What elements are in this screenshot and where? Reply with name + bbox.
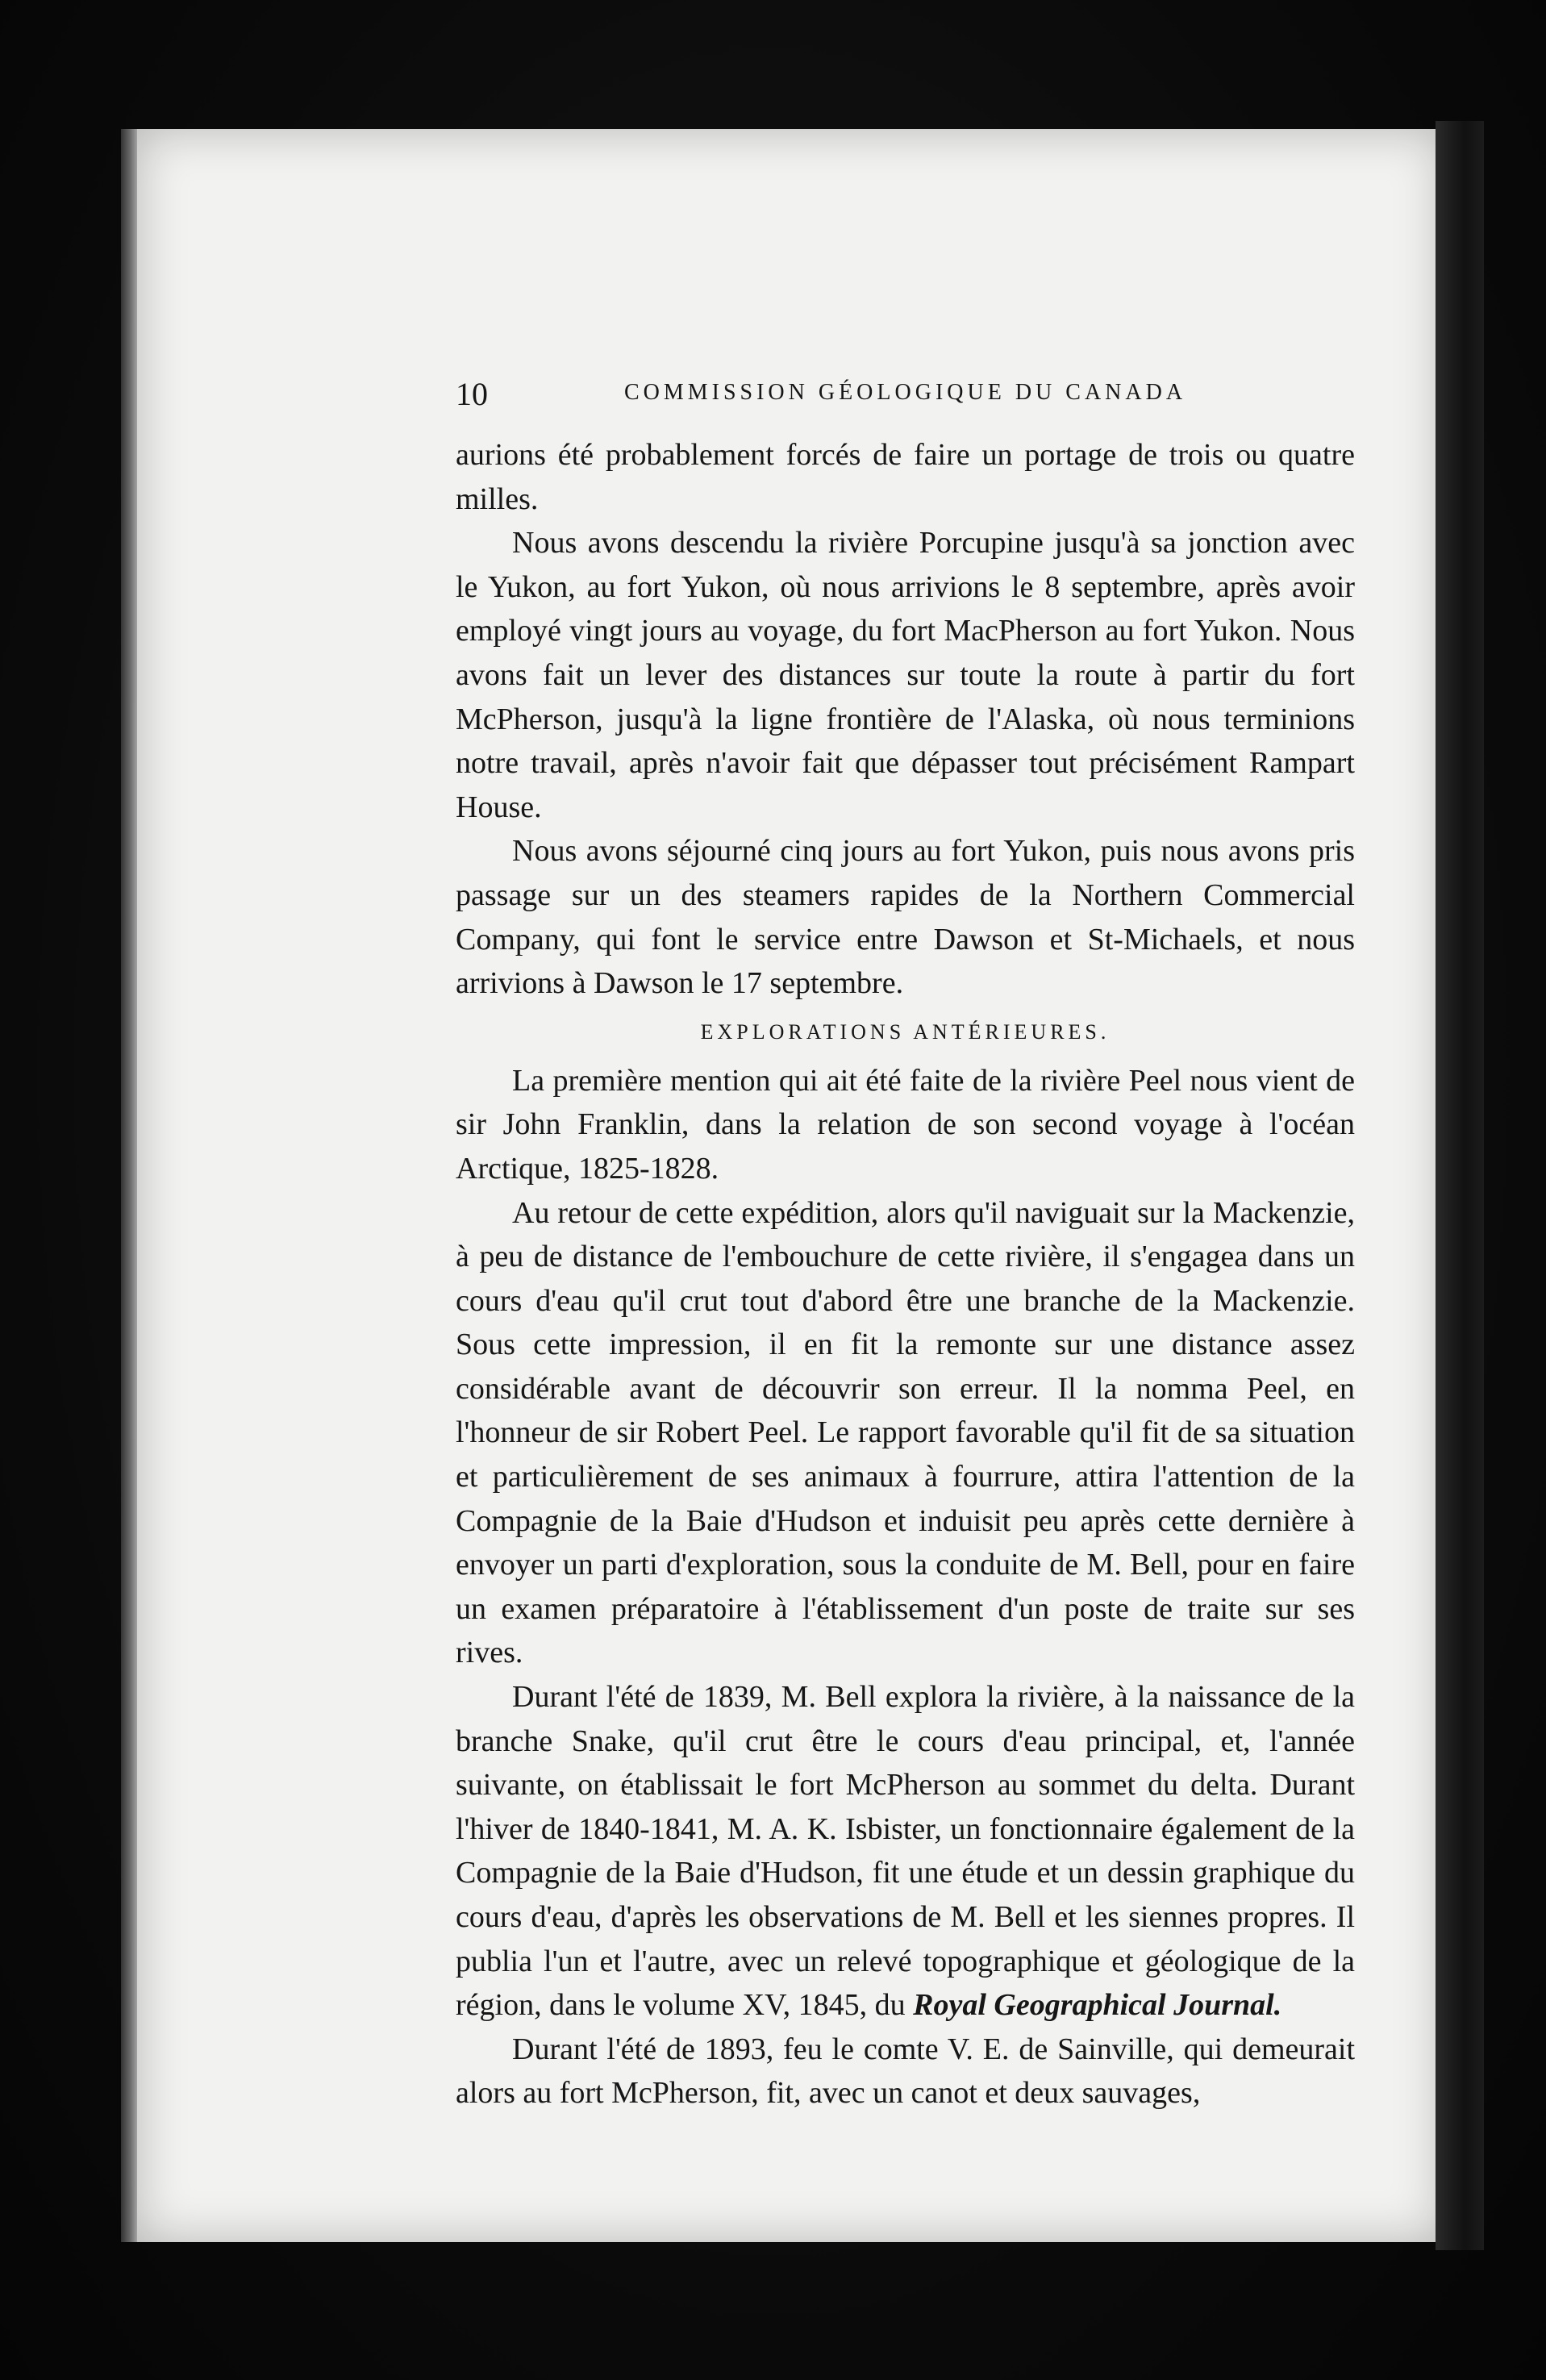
paragraph-bell-1839 [456,1675,1355,2028]
paragraph-bell-1839-text: Durant l'été de 1839, M. Bell explora la rivière, à la naissance de la branche Snake, qu'il crut être le cours d'eau principal, et, l'année suivante, on établissait le fort McPherson au sommet du delta. Durant l'hiver de 1840-1841, M. A. K. Isbister, un fonctionnaire également de la Compagnie de la Baie d'Hudson, fit une étude et un dessin graphique du cours d'eau, d'après les observations de M. Bell et les siennes propres. Il publia l'un et l'autre, avec un relevé topographique et géologique de la région, dans le volume XV, 1845, du [456,1680,1355,2023]
page-number: 10 [456,376,488,412]
page-text-block [456,375,1355,2115]
paragraph-first-mention: La première mention qui ait été faite de la rivière Peel nous vient de sir John Franklin, dans la relation de son second voyage à l'océan Arctique, 1825-1828. [456,1063,1355,1186]
paragraph-expedition-return: Au retour de cette expédition, alors qu'il naviguait sur la Mackenzie, à peu de distance de l'embouchure de cette rivière, il s'engagea dans un cours d'eau qu'il crut tout d'abord être une branche de la Mackenzie. Sous cette impression, il en fit la remonte sur une distance assez considérable avant de découvrir son erreur. Il la nomma Peel, en l'honneur de sir Robert Peel. Le rapport favorable qu'il fit de sa situation et particulièrement de ses animaux à fourrure, attira l'attention de la Compagnie de la Baie d'Hudson et induisit peu après cette dernière à envoyer un parti d'exploration, sous la conduite de M. Bell, pour en faire un examen préparatoire à l'établissement d'un poste de traite sur ses rives. [456,1195,1355,1670]
book-right-edge [1436,121,1484,2250]
paragraph-sainville-1893: Durant l'été de 1893, feu le comte V. E. de Sainville, qui demeurait alors au fort McPherson, fit, avec un canot et deux sauvages, [456,2032,1355,2111]
section-heading: EXPLORATIONS ANTÉRIEURES. [700,1019,1111,1044]
paragraph-fort-yukon: Nous avons séjourné cinq jours au fort Yukon, puis nous avons pris passage sur un des steamers rapides de la Northern Commercial Company, qui font le service entre Dawson et St-Michaels, et nous arrivions à Dawson le 17 septembre. [456,834,1355,1001]
running-title: COMMISSION GÉOLOGIQUE DU CANADA [623,380,1187,405]
journal-title: Royal Geographical Journal. [913,1988,1282,2023]
running-head [456,375,1355,423]
paragraph-continued: aurions été probablement forcés de faire un portage de trois ou quatre milles. [456,438,1355,516]
paragraph-porcupine: Nous avons descendu la rivière Porcupine jusqu'à sa jonction avec le Yukon, au fort Yukon, où nous arrivions le 8 septembre, après avoir employé vingt jours au voyage, du fort MacPherson au fort Yukon. Nous avons fait un lever des distances sur toute la route à partir du fort McPherson, jusqu'à la ligne frontière de l'Alaska, où nous terminions notre travail, après n'avoir fait que dépasser tout précisément Rampart House. [456,526,1355,824]
